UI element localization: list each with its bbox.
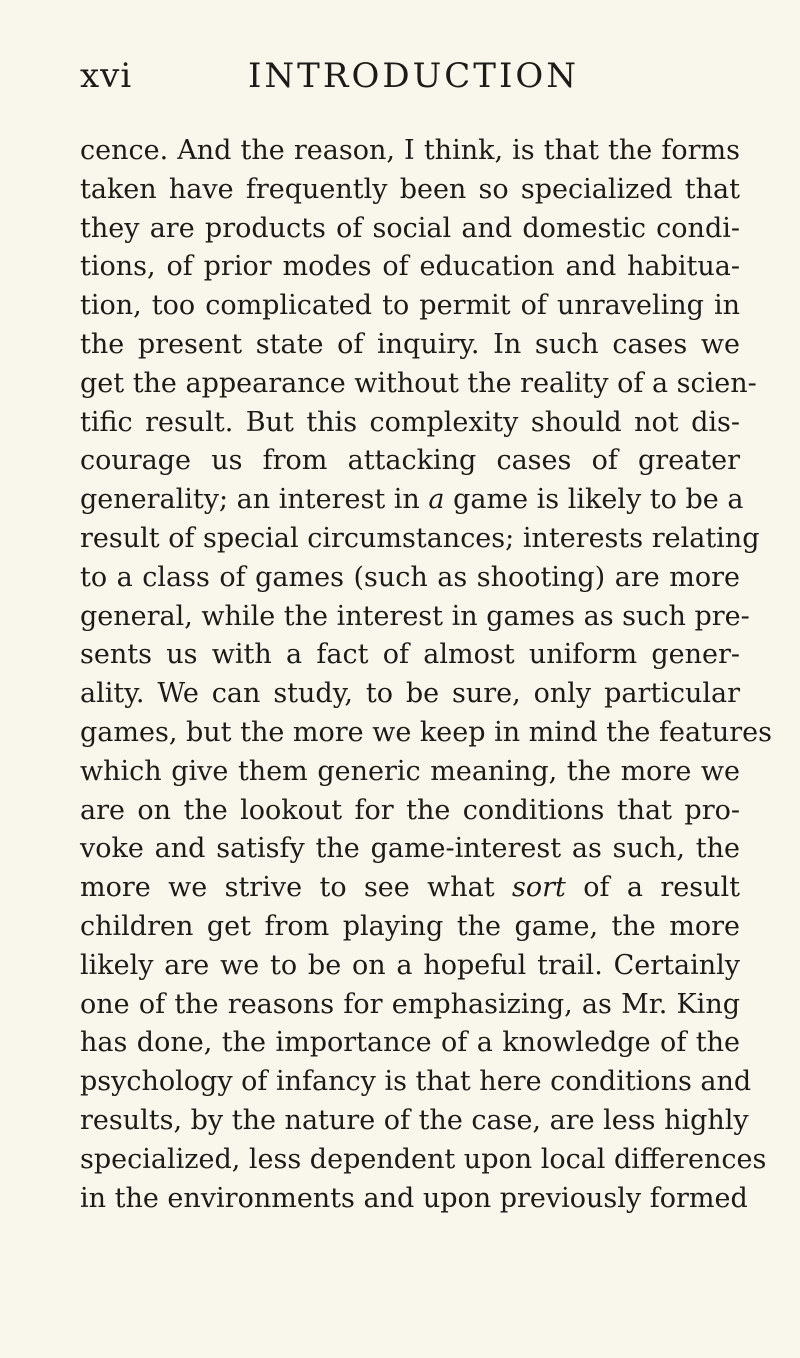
text-line: cence. And the reason, I think, is that the forms	[80, 135, 740, 166]
text-line: tific result. But this complexity should not dis-	[80, 406, 740, 438]
text-line: has done, the importance of a knowledge of the	[80, 1027, 740, 1059]
text-line: get the appearance without the reality of a scien-	[80, 367, 757, 399]
running-title: INTRODUCTION	[248, 56, 579, 96]
text-line: specialized, less dependent upon local differences	[80, 1143, 767, 1175]
text-line: games, but the more we keep in mind the features	[80, 716, 773, 748]
text-line: ality. We can study, to be sure, only particular	[80, 678, 740, 710]
text-line: likely are we to be on a hopeful trail. Certainly	[80, 949, 740, 981]
text-line	[80, 481, 744, 520]
page-number: xvi	[80, 56, 133, 96]
text-line: children get from playing the game, the more	[80, 910, 740, 942]
text-line: psychology of infancy is that here conditions and	[80, 1066, 752, 1098]
emphasis: a	[428, 484, 445, 516]
text-line: tions, of prior modes of education and habitua-	[80, 251, 740, 283]
text-line: general, while the interest in games as such pre-	[80, 600, 750, 632]
text-line: courage us from attacking cases of greater	[80, 445, 740, 477]
text-line: one of the reasons for emphasizing, as Mr. King	[80, 988, 740, 1020]
text-line: sents us with a fact of almost uniform gener-	[80, 639, 740, 671]
text-run: more we strive to see what	[80, 872, 512, 904]
text-line: they are products of social and domestic condi-	[80, 212, 740, 244]
text-line: to a class of games (such as shooting) are more	[80, 561, 740, 593]
text-line: results, by the nature of the case, are less highly	[80, 1104, 749, 1136]
running-head	[80, 56, 740, 106]
text-run: of a result	[565, 872, 740, 904]
text-line: tion, too complicated to permit of unraveling in	[80, 290, 740, 322]
text-line	[80, 869, 740, 908]
text-line: in the environments and upon previously formed	[80, 1182, 748, 1214]
text-line: taken have frequently been so specialized that	[80, 173, 740, 205]
text-run: generality; an interest in	[80, 484, 429, 516]
text-line: are on the lookout for the conditions that pro-	[80, 794, 740, 826]
text-line: voke and satisfy the game-interest as such, the	[80, 833, 740, 865]
emphasis: sort	[512, 872, 566, 904]
text-line: the present state of inquiry. In such cases we	[80, 328, 740, 360]
text-line: which give them generic meaning, the more we	[80, 755, 740, 787]
text-run: game is likely to be a	[444, 484, 744, 516]
body-text	[80, 132, 773, 1218]
text-line: result of special circumstances; interests relating	[80, 522, 760, 554]
